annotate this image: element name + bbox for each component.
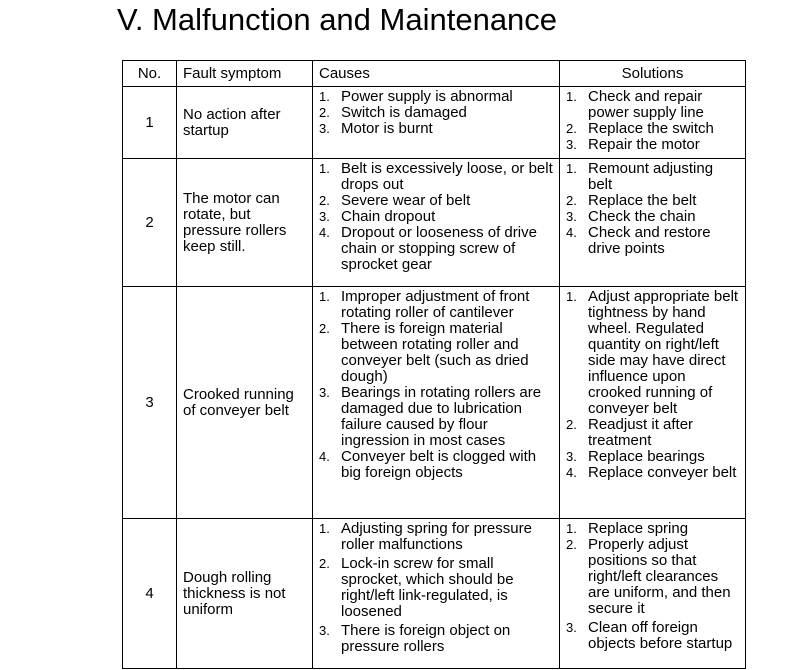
- list-item: 3. Clean off foreign objects before startup: [566, 619, 733, 652]
- row-number: 3: [123, 287, 177, 519]
- row-number: 1: [123, 87, 177, 159]
- list-item: 2. Replace the switch: [566, 120, 714, 137]
- list-item: 2. Replace the belt: [566, 192, 697, 209]
- table-row: [123, 159, 746, 287]
- list-item: 4. Replace conveyer belt: [566, 464, 737, 481]
- solutions-cell: [560, 519, 746, 669]
- list-item: 1. Adjusting spring for pressure roller malfunctions: [319, 520, 532, 553]
- maintenance-table: [122, 60, 746, 669]
- list-item: 4. Conveyer belt is clogged with big foreign objects: [319, 448, 537, 481]
- row-number: 4: [123, 519, 177, 669]
- fault-symptom: Crooked running of conveyer belt: [177, 287, 313, 519]
- list-item: 4. Dropout or looseness of drive chain or stopping screw of sprocket gear: [319, 224, 537, 273]
- list-item: 3. Motor is burnt: [319, 120, 433, 137]
- header-causes: Causes: [313, 61, 560, 87]
- causes-cell: [313, 159, 560, 287]
- causes-cell: [313, 87, 560, 159]
- list-item: 3. Replace bearings: [566, 448, 705, 465]
- list-item: 2. Severe wear of belt: [319, 192, 471, 209]
- list-item: 3. Bearings in rotating rollers are damaged due to lubrication failure caused by flour ingression in most cases: [319, 384, 542, 449]
- list-item: 2. There is foreign material between rotating roller and conveyer belt (such as dried dough): [319, 320, 529, 385]
- list-item: 4. Check and restore drive points: [566, 224, 711, 257]
- list-item: 3. Repair the motor: [566, 136, 700, 153]
- list-item: 2. Lock-in screw for small sprocket, which should be right/left link-regulated, is loosened: [319, 555, 514, 620]
- list-item: 1. Improper adjustment of front rotating roller of cantilever: [319, 288, 530, 321]
- list-item: 1. Adjust appropriate belt tightness by hand wheel. Regulated quantity on right/left side may have direct influence upon crooked running of conveyer belt: [566, 288, 739, 417]
- table-row: [123, 519, 746, 669]
- list-item: 1. Check and repair power supply line: [566, 88, 704, 121]
- solutions-cell: [560, 287, 746, 519]
- list-item: 2. Readjust it after treatment: [566, 416, 694, 449]
- list-item: 3. Check the chain: [566, 208, 696, 225]
- solutions-cell: [560, 159, 746, 287]
- header-solutions: Solutions: [560, 61, 746, 87]
- list-item: 3. Chain dropout: [319, 208, 436, 225]
- list-item: 2. Switch is damaged: [319, 104, 467, 121]
- causes-cell: [313, 519, 560, 669]
- fault-symptom: Dough rolling thickness is not uniform: [177, 519, 313, 669]
- table-row: [123, 87, 746, 159]
- list-item: 1. Remount adjusting belt: [566, 160, 714, 193]
- header-fault-symptom: Fault symptom: [177, 61, 313, 87]
- page-title: V. Malfunction and Maintenance: [117, 2, 558, 37]
- solutions-cell: [560, 87, 746, 159]
- row-number: 2: [123, 159, 177, 287]
- list-item: 1. Belt is excessively loose, or belt drops out: [319, 160, 553, 193]
- list-item: 1. Power supply is abnormal: [319, 88, 513, 105]
- header-no: No.: [123, 61, 177, 87]
- fault-symptom: The motor can rotate, but pressure rollers keep still.: [177, 159, 313, 287]
- list-item: 2. Properly adjust positions so that right/left clearances are uniform, and then secure it: [566, 536, 731, 617]
- fault-symptom: No action after startup: [177, 87, 313, 159]
- list-item: 3. There is foreign object on pressure rollers: [319, 622, 511, 655]
- list-item: 1. Replace spring: [566, 520, 689, 537]
- causes-cell: [313, 287, 560, 519]
- table-row: [123, 287, 746, 519]
- table-header-row: [123, 61, 746, 87]
